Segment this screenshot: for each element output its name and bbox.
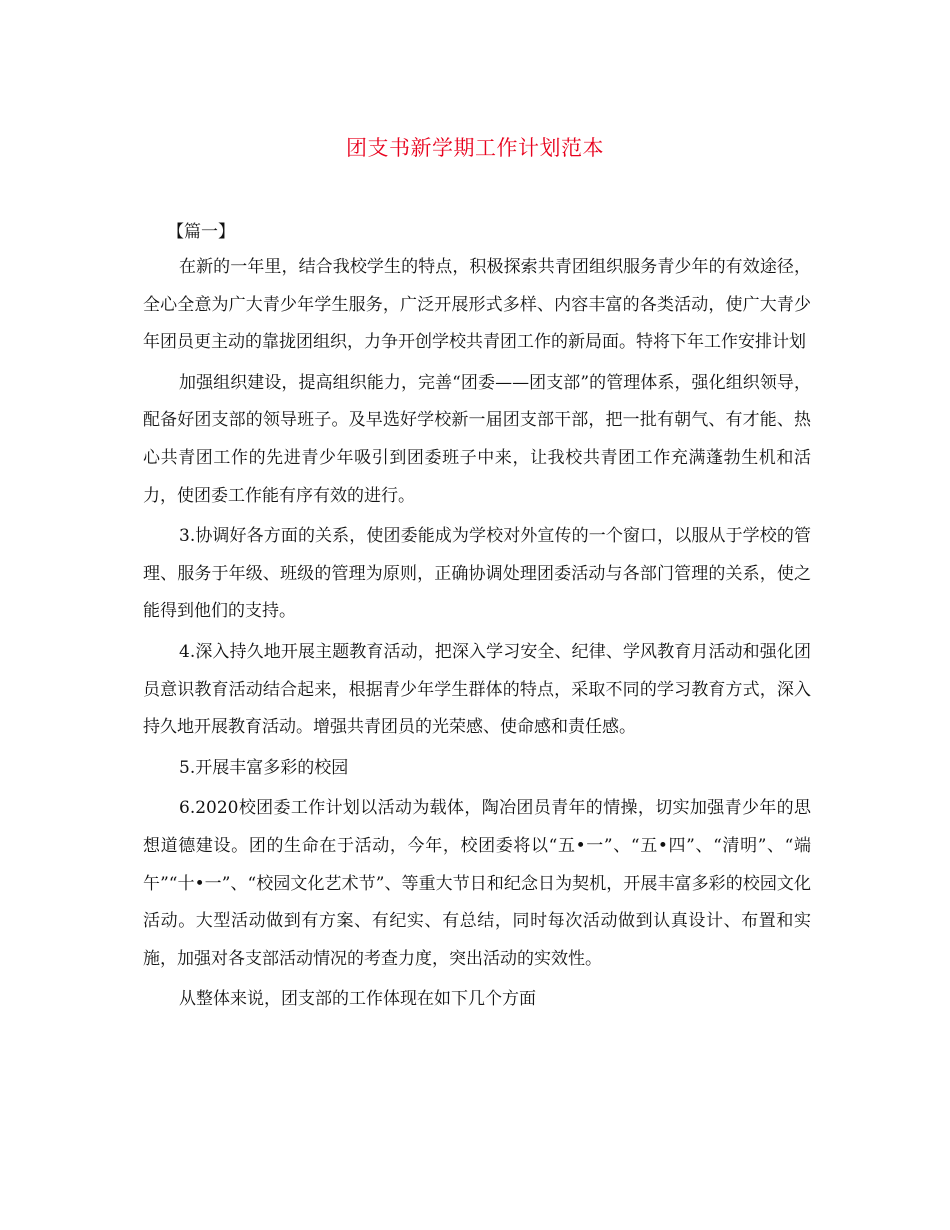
- document-body: [143, 218, 811, 1022]
- paragraph-item-4: 4.深入持久地开展主题教育活动，把深入学习安全、纪律、学风教育月活动和强化团员意识教育活动结合起来，根据青少年学生群体的特点，采取不同的学习教育方式，深入持久地开展教育活动。增强共青团员的光荣感、使命感和责任感。: [143, 641, 811, 738]
- section-label: 【篇一】: [167, 222, 235, 242]
- document-title: 团支书新学期工作计划范本: [346, 136, 604, 160]
- paragraph-item-6: 6.2020校团委工作计划以活动为载体，陶冶团员青年的情操，切实加强青少年的思想道德建设。团的生命在于活动，今年，校团委将以“五•一”、“五•四”、“清明”、“端午”“十•一”、“校园文化艺术节”、等重大节日和纪念日为契机，开展丰富多彩的校园文化活动。大型活动做到有方案、有纪实、有总结，同时每次活动做到认真设计、布置和实施，加强对各支部活动情况的考查力度，突出活动的实效性。: [143, 798, 811, 969]
- paragraph-summary: 从整体来说，团支部的工作体现在如下几个方面: [179, 989, 536, 1010]
- paragraph-item-3: 3.协调好各方面的关系，使团委能成为学校对外宣传的一个窗口，以服从于学校的管理、服务于年级、班级的管理为原则，正确协调处理团委活动与各部门管理的关系，使之能得到他们的支持。: [143, 526, 811, 622]
- paragraph-organization: 加强组织建设，提高组织能力，完善“团委——团支部”的管理体系，强化组织领导，配备好团支部的领导班子。及早选好学校新一届团支部干部，把一批有朝气、有才能、热心共青团工作的先进青少年吸引到团委班子中来，让我校共青团工作充满蓬勃生机和活力，使团委工作能有序有效的进行。: [143, 372, 811, 506]
- paragraph-intro: 在新的一年里，结合我校学生的特点，积极探索共青团组织服务青少年的有效途径，全心全意为广大青少年学生服务，广泛开展形式多样、内容丰富的各类活动，使广大青少年团员更主动的靠拢团组织，力争开创学校共青团工作的新局面。特将下年工作安排计划: [143, 257, 811, 353]
- paragraph-item-5: 5.开展丰富多彩的校园: [179, 757, 349, 778]
